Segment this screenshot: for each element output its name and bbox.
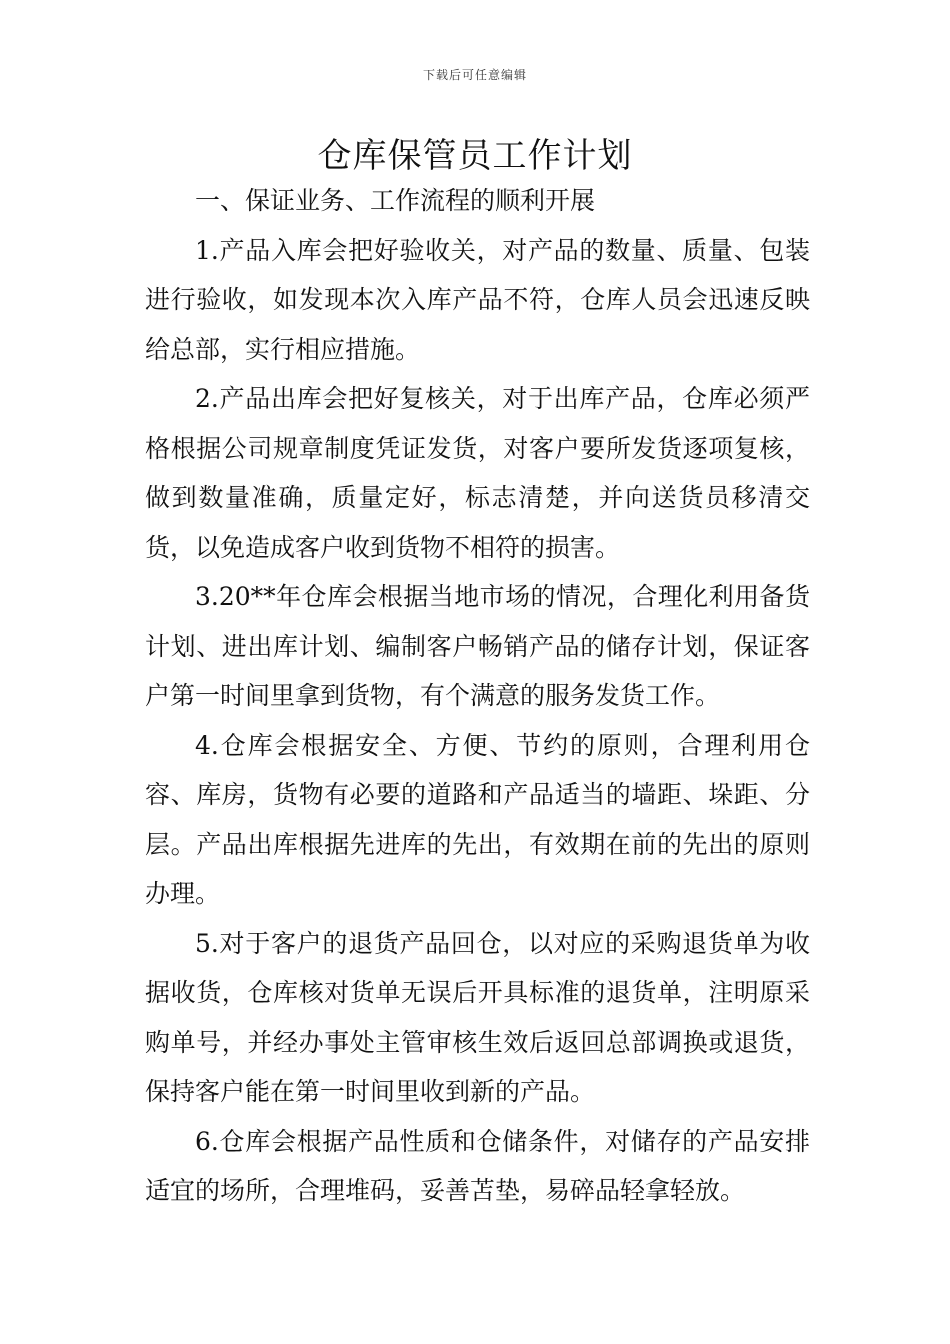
- paragraph-3: 3.20**年仓库会根据当地市场的情况，合理化利用备货计划、进出库计划、编制客户畅销产品的储存计划，保证客户第一时间里拿到货物，有个满意的服务发货工作。: [145, 582, 810, 710]
- paragraph-4: 4.仓库会根据安全、方便、节约的原则，合理利用仓容、库房，货物有必要的道路和产品适当的墙距、垛距、分层。产品出库根据先进库的先出，有效期在前的先出的原则办理。: [145, 730, 810, 908]
- section-heading: 一、保证业务、工作流程的顺利开展: [195, 186, 596, 215]
- document-body: [145, 176, 810, 1216]
- document-title: 仓库保管员工作计划: [317, 136, 633, 176]
- paragraph-2: 2.产品出库会把好复核关，对于出库产品，仓库必须严格根据公司规章制度凭证发货，对客户要所发货逐项复核，做到数量准确，质量定好，标志清楚，并向送货员移清交货，以免造成客户收到货物不相符的损害。: [145, 384, 810, 562]
- paragraph-1: 1.产品入库会把好验收关，对产品的数量、质量、包装进行验收，如发现本次入库产品不符，仓库人员会迅速反映给总部，实行相应措施。: [145, 235, 810, 364]
- paragraph-5: 5.对于客户的退货产品回仓，以对应的采购退货单为收据收货，仓库核对货单无误后开具标准的退货单，注明原采购单号，并经办事处主管审核生效后返回总部调换或退货，保持客户能在第一时间里收到新的产品。: [145, 928, 810, 1106]
- paragraph-6: 6.仓库会根据产品性质和仓储条件，对储存的产品安排适宜的场所，合理堆码，妥善苫垫，易碎品轻拿轻放。: [145, 1126, 810, 1205]
- header-note: 下载后可任意编辑: [422, 68, 527, 82]
